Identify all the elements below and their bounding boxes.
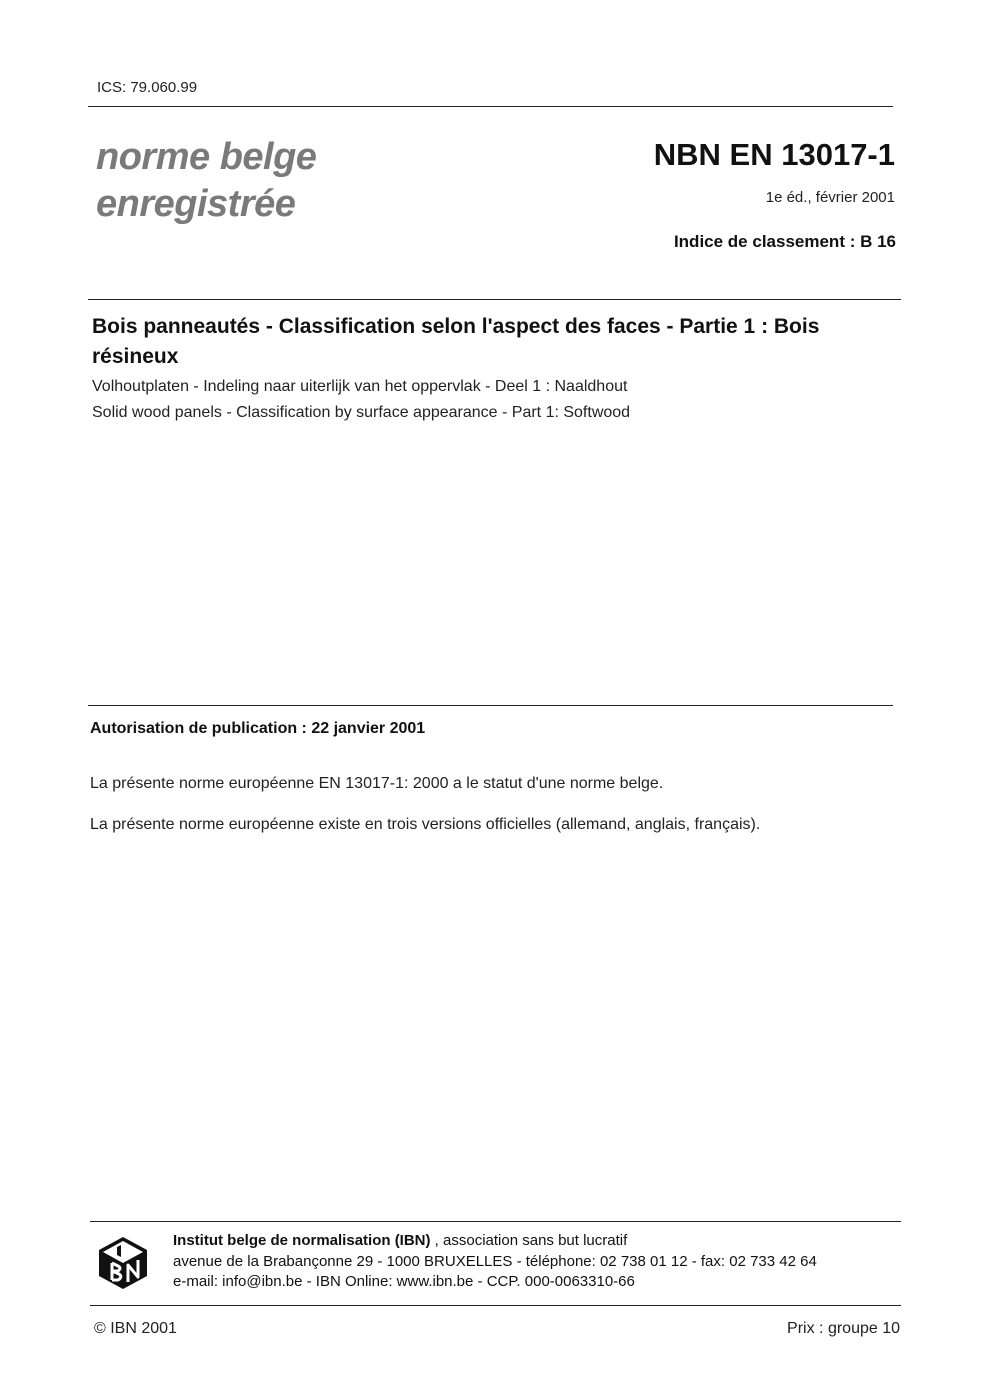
institute-line: [173, 1232, 627, 1249]
norme-belge-label: norme belge: [96, 136, 317, 178]
institute-contact: e-mail: info@ibn.be - IBN Online: www.ibn.be - CCP. 000-0063310-66: [173, 1273, 635, 1290]
institute-address: avenue de la Brabançonne 29 - 1000 BRUXELLES - téléphone: 02 738 01 12 - fax: 02 733 42 64: [173, 1253, 817, 1270]
price-group: Prix : groupe 10: [787, 1320, 900, 1337]
standard-number: NBN EN 13017-1: [653, 137, 895, 172]
ics-code: ICS: 79.060.99: [97, 79, 198, 96]
edition-date: 1e éd., février 2001: [765, 189, 895, 206]
copyright-notice: © IBN 2001: [94, 1320, 177, 1337]
title-dutch: Volhoutplaten - Indeling naar uiterlijk van het oppervlak - Deel 1 : Naaldhout: [92, 378, 628, 395]
classification-index: Indice de classement : B 16: [673, 232, 896, 251]
institute-name: Institut belge de normalisation (IBN): [173, 1232, 431, 1249]
footer-rule: [90, 1221, 901, 1222]
ibn-logo-icon: [97, 1235, 149, 1291]
status-paragraph: La présente norme européenne EN 13017-1: 2000 a le statut d'une norme belge.: [90, 775, 664, 792]
publication-authorisation: Autorisation de publication : 22 janvier 2001: [90, 720, 426, 737]
top-rule: [88, 106, 893, 107]
body-rule: [88, 705, 893, 706]
bottom-rule: [90, 1305, 901, 1306]
institute-suffix: , association sans but lucratif: [430, 1232, 628, 1249]
title-french: Bois panneautés - Classification selon l'aspect des faces - Partie 1 : Bois résineux: [92, 315, 820, 368]
versions-paragraph: La présente norme européenne existe en trois versions officielles (allemand, anglais, français).: [90, 816, 761, 833]
enregistree-label: enregistrée: [96, 183, 296, 225]
title-rule: [88, 299, 901, 300]
title-english: Solid wood panels - Classification by surface appearance - Part 1: Softwood: [92, 404, 631, 421]
